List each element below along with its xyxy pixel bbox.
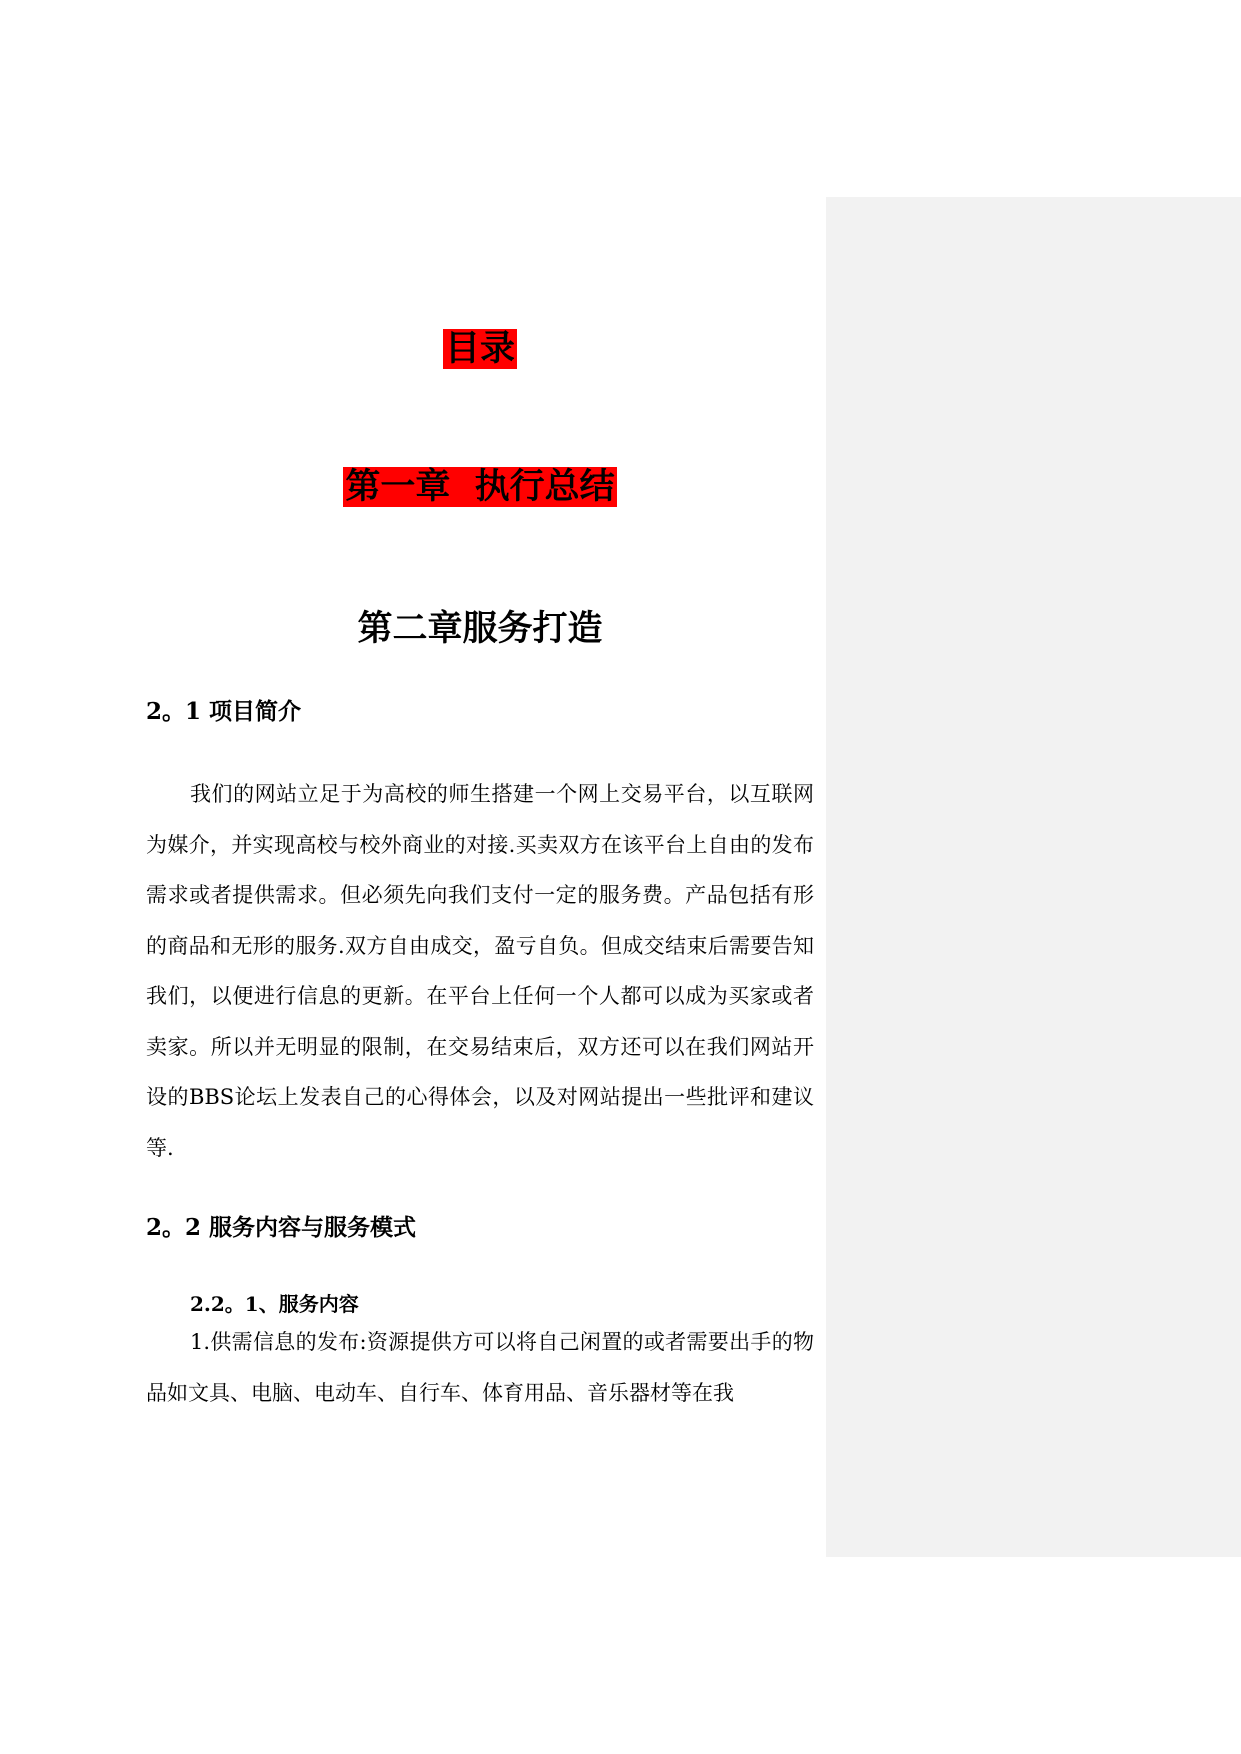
comment-margin-pane [826,197,1241,1557]
toc-title-text: 目录 [444,329,515,369]
chapter1-title [0,464,960,510]
section-2-1-paragraph: 我们的网站立足于为高校的师生搭建一个网上交易平台，以互联网为媒介，并实现高校与校外商业的对接.买卖双方在该平台上自由的发布需求或者提供需求。但必须先向我们支付一定的服务费。产品包括有形的商品和无形的服务.双方自由成交，盈亏自负。但成交结束后需要告知我们，以便进行信息的更新。在平台上任何一个人都可以成为买家或者卖家。所以并无明显的限制，在交易结束后，双方还可以在我们网站开设的BBS论坛上发表自己的心得体会，以及对网站提出一些批评和建议等. [146,782,814,1160]
section-2-2-heading: 2。2 服务内容与服务模式 [146,1214,417,1241]
chapter2-title: 第二章服务打造 [357,609,603,649]
chapter1-title-text: 第一章 执行总结 [345,467,615,507]
subsection-2-2-1-paragraph: 1.供需信息的发布:资源提供方可以将自己闲置的或者需要出手的物品如文具、电脑、电动车、自行车、体育用品、音乐器材等在我 [146,1330,814,1405]
toc-title [0,326,960,372]
subsection-2-2-1-heading: 2.2。1、服务内容 [190,1292,359,1316]
section-2-1-heading: 2。1 项目简介 [146,698,302,725]
